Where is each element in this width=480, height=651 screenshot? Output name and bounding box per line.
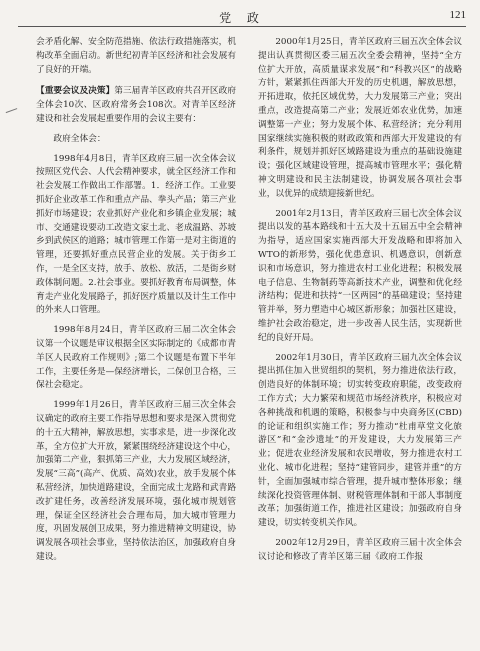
section-heading: 【重要会议及决策】	[36, 86, 115, 97]
margin-mark	[6, 108, 19, 116]
right-column	[258, 36, 462, 564]
section-paragraph	[36, 85, 236, 126]
page-number: 121	[449, 9, 466, 21]
left-column	[36, 36, 236, 565]
header-title: 党 政	[219, 11, 265, 25]
paragraph: 会矛盾化解、安全防范措施、依法行政措施落实，机构改革全面启动。新世纪初青羊区经济和社会发展有了良好的开端。	[36, 37, 236, 75]
paragraph: 1998年4月8日，青羊区政府三届一次全体会议按照区党代会、人代会精神要求，就全区经济工作和社会发展工作做出工作部署。1．经济工作。工业要抓好企业改革工作和重点产品、拳头产品；第三产业抓好市场建设；农业抓好产业化和乡镇企业发展；城市、交通建设要动工改造文家土北、老成温路、苏坡乡到武侯区的道路；城市管理工作第一是对主街道的管理，还要抓好重点民营企业的发展。关于街乡工作，一是全区支持，放手、放松、放活，二是街乡财政体制问题。2.社会事业。要抓好教育布局调整，体育走产业化发展路子，抓好医疗质量以及计生工作中的外来人口管理。	[36, 153, 236, 316]
paragraph: 2002年12月29日，青羊区政府三届十次全体会议讨论和修改了青羊区第三届《政府工作报	[258, 537, 462, 562]
subheading: 政府全体会：	[53, 133, 106, 144]
paragraph: 1998年8月24日，青羊区政府三届二次全体会议第一个议题是审议根据全区实际制定的《成都市青羊区人民政府工作规则》;第二个议题是布置下半年工作，主要任务是—保经济增长，二保创卫合格，三保社会稳定。	[36, 325, 236, 391]
paragraph-text: 第三届青羊区政府共召开区政府全体会10次、区政府常务会108次。对青羊区经济建设和社会发展起重要作用的会议主要有：	[36, 86, 237, 124]
paragraph: 2000年1月25日，青羊区政府三届五次全体会议提出认真贯彻区委三届五次全委会精神，坚持“全方位扩大开放，高质量谋求发展”和“科教兴区”的战略方针，紧紧抓住西部大开发的历史机遇，解放思想，开拓进取，依托区域优势，大力发展第三产业；突出重点，改造提高第二产业；发展近郊农业优势，加速调整第一产业；努力发展个体、私营经济；充分利用国家继续实施积极的财政政策和西部大开发建设的有利条件，规划并抓好区域路建设为重点的基础设施建设；强化区域建设管理，提高城市管理水平；强化精神文明建设和民主法制建设，协调发展各项社会事业，以优异的成绩迎接新世纪。	[258, 37, 462, 199]
paragraph: 2001年2月13日，青羊区政府三届七次全体会议提出以发的基本路线和十五大及十五届五中全会精神为指导，适应国家实施西部大开发战略和即将加入WTO的新形势，强化优患意识、机遇意识，创新意识和市场意识，努力推进农村工业化进程；积极发展电子信息、生物制药等高新技术产业，调整和优化经济结构；促进和扶持“一区两园”的基础建设；坚持建管并举，努力塑造中心城区新形象；加强社区建设，维护社会政治稳定，进一步改善人民生活，实现新世纪的良好开局。	[258, 208, 462, 343]
running-header	[18, 8, 466, 27]
paragraph: 1999年1月26日，青羊区政府三届三次全体会议确定的政府主要工作指导思想和要求是深入贯彻党的十五大精神，解放思想，实事求是，进一步深化改革，全方位扩大开放，紧紧围绕经济建设这个中心，加强第二产业，狠抓第三产业，大力发展区域经济，发展“三高”(高产、优质、高效)农业，放手发展个体私营经济，加快道路建设，全面完成土龙路和武青路改扩建任务，改善经济发展环境，强化城市规划管理，保证全区经济社会合理布局，加大城市管理力度，巩固发展创卫成果，努力推进精神文明建设，协调发展各项社会事业，坚持依法治区，加强政府自身建设。	[36, 400, 236, 562]
paragraph: 2002年1月30日，青羊区政府三届九次全体会议提出抓住加入世贸组织的契机，努力推进依法行政，创造良好的体制环境；切实转变政府职能，改变政府工作方式；大力繁荣和规范市场经济秩序，积极应对各种挑战和机遇的策略，积极参与中央商务区(CBD)的论证和组织实施工作；努力推动“杜甫草堂文化旅游区”和“金沙遗址”的开发建设，大力发展第三产业；促进农业经济发展和农民增收，努力推进农村工业化、城市化进程；坚持“建管同步，建管并重”的方针，全面加强城市综合管理，提升城市整体形象；继续深化投资管理体制、财税管理体制和干部人事制度改革；加强街道工作，推进社区建设；加强政府自身建设，切实转变机关作风。	[258, 352, 462, 529]
